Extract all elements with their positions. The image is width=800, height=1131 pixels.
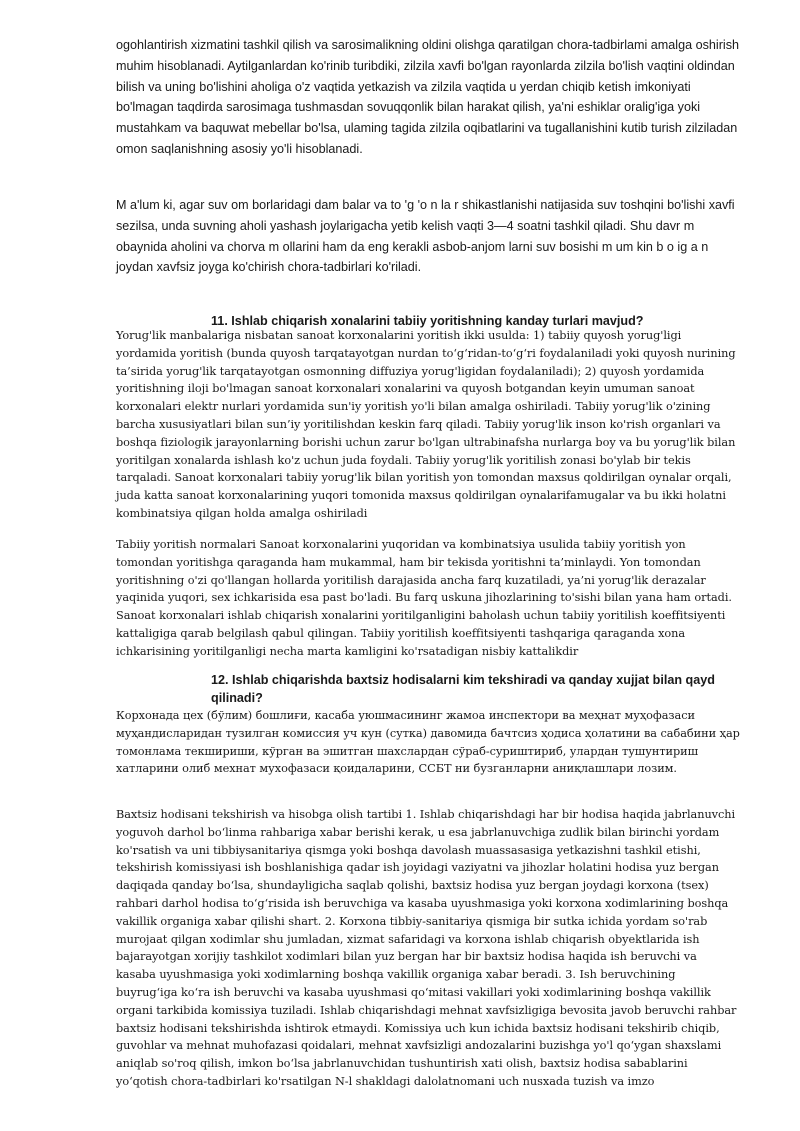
paragraph-flood-evacuation: M a'lum ki, agar suv om borlaridagi dam balar va to 'g 'o n la r shikastlanishi natijasida suv toshqini bo'lishi xavfi sezilsa, unda suvning aholi yashash joylarigacha yetib kelish vaqti 3—4 soatni tashkil qiladi. Shu davr m obaynida aholini va chorva m ollarini ham da eng kerakli asbob-anjom larni suv bosishi m um kin b o ig a n joydan xavfsiz joyga ko'chirish chora-tadbirlari ko'riladi. <box>116 198 735 275</box>
question-12-heading: 12. Ishlab chiqarishda baxtsiz hodisalarni kim tekshiradi va qanday xujjat bilan qayd qilinadi? <box>211 673 715 705</box>
paragraph-natural-lighting-norms: Tabiiy yoritish normalari Sanoat korxonalarini yuqoridan va kombinatsiya usulida tabiiy yoritish yon tomondan yoritishga qaraganda ham mukammal, ham bir tekisda yoritishni ta’minlaydi. Yon tomondan yoritishning o'zi qo'llangan hollarda yoritilish darajasida ancha farq kuzatiladi, ya’ni yorug'lik derazalar yaqinida yuqori, sex ichkarisida esa past bo'ladi. Bu farq uskuna jihozlarining to'sishi bilan yana ham ortadi. Sanoat korxonalari ishlab chiqarish xonalarini yoritilganligini baholash uchun tabiiy yoritilish koeffitsiyenti kattaligiga qarab belgilash qabul qilingan. Tabiiy yoritilish koeffitsiyenti tashqariga qaraganda xona ichkarisining yoritilganligi necha marta kamligini ko'rsatadigan nisbiy kattalikdir <box>116 538 732 658</box>
paragraph-earthquake-safety: ogohlantirish xizmatini tashkil qilish va sarosimalikning oldini olishga qaratilgan chora-tadbirlami amalga oshirish muhim hisoblanadi. Aytilganlardan ko'rinib turibdiki, zilzila xavfi bo'lgan rayonlarda zilzila bo'lish vaqtini oldindan bilish va uning bo'lishini aholiga o'z vaqtida yetkazish va zilzila vaqtida u yerdan chiqib ketish imkoniyati bo'lmagan taqdirda sarosimaga tushmasdan sovuqqonlik bilan harakat qilish, ya'ni eshiklar oralig'iga yoki mustahkam va baquwat mebellar bo'lsa, ulaming tagida zilzila oqibatlarini va tugallanishini kutib turish zilziladan omon saqlanishning asosiy yo'li hisoblanadi. <box>116 38 739 156</box>
paragraph-accident-investigation-procedure: Baxtsiz hodisani tekshirish va hisobga olish tartibi 1. Ishlab chiqarishdagi har bir hodisa haqida jabrlanuvchi yoguvoh darhol bo‘linma rahbariga xabar berishi kerak, u esa jabrlanuvchiga zudlik bilan birinchi yordam ko'rsatish va uni tibbiysanitariya qismga yoki boshqa davolash muassasasiga yetkazishni tashkil etishi, tekshirish komissiyasi ish boshlanishiga qadar ish joyidagi vaziyatni va jihozlar holatini hodisa yuz bergan daqiqada qanday bo‘lsa, shundayligicha saqlab qolishi, baxtsiz hodisa yuz bergan joydagi korxona (tsex) rahbari darhol hodisa to‘g‘risida ish beruvchiga va kasaba uyushmasiga yoki korxona xodimlarining boshqa vakillik organiga xabar qilishi shart. 2. Korxona tibbiy-sanitariya qismiga bir sutka ichida yordam so'rab murojaat qilgan xodimlar shu jumladan, xizmat safaridagi va korxona ishlab chiqarish obyektlarida ish bajarayotgan xorijiy tashkilot xodimlari bilan yuz bergan har bir baxtsiz hodisa haqida ish beruvchi va kasaba uyushmasiga yoki xodimlarning boshqa vakillik organiga xabar beradi. 3. Ish beruvchining buyrug‘iga ko‘ra ish beruvchi va kasaba uyushmasi qo‘mitasi vakillari yoki xodimlarining boshqa vakillik organi tarkibida komissiya tuziladi. Ishlab chiqarishdagi mehnat xavfsizligiga bevosita javob beruvchi rahbar baxtsiz hodisani tekshirishda ishtirok etmaydi. Komissiya uch kun ichida baxtsiz hodisani tekshirib chiqib, guvohlar va mehnat muhofazasi qoidalari, mehnat xavfsizligi andozalarini buzishga yo'l qo‘ygan shaxslami aniqlab so'roq qilish, imkon bo‘lsa jabrlanuvchidan tushuntirish xati olish, baxtsiz hodisa sabablarini yo‘qotish chora-tadbirlari ko'rsatilgan N-l shakldagi dalolatnomani uch nusxada tuzish va imzo <box>116 808 737 1088</box>
question-11-heading: 11. Ishlab chiqarish xonalarini tabiiy yoritishning kanday turlari mavjud? <box>211 314 644 328</box>
paragraph-natural-lighting-types: Yorug'lik manbalariga nisbatan sanoat korxonalarini yoritish ikki usulda: 1) tabiiy quyosh yorug'ligi yordamida yoritish (bunda quyosh tarqatayotgan nurdan to‘g‘ridan-to‘g‘ri foydalaniladi yoki quyosh nurining ta’sirida yorug'lik tarqatayotgan osmonning diffuziya yorug'ligidan foydalaniladi); 2) quyosh yordamida yoritishning iloji bo'lmagan sanoat korxonalari xonalarini va quyosh botgandan keyin umuman sanoat korxonalari elektr nurlari yordamida sun'iy yoritish yo'li bilan amalga oshiriladi. Tabiiy yorug'lik o'zining barcha xususiyatlari bilan sun’iy yoritilishdan keskin farq qiladi. Tabiiy yorug'lik inson ko'rish organlari va boshqa fiziologik jarayonlarning borishi uchun zarur bo'lgan ultrabinafsha nurlarga boy va bu yorug'lik bilan yoritilgan xonalarda ishlash ko'z uchun juda foydali. Tabiiy yorug'lik yoritilish zonasi bo'ylab bir tekis tarqaladi. Sanoat korxonalari tabiiy yorug'lik bilan yoritish yon tomondan maxsus qoldirilgan oynalar orqali, juda katta sanoat korxonalarining yuqori tomonida maxsus qoldirilgan oynalarifamugalar va bu ikki holatni kombinatsiya qilgan holda amalga oshiriladi <box>116 329 736 520</box>
paragraph-accident-commission-cyrillic: Корхонада цех (бўлим) бошлиғи, касаба уюшмасининг жамоа инспектори ва меҳнат муҳофазаси муҳандисларидан тузилган комиссия уч кун (сутка) давомида бачтсиз ҳодиса ҳолатини ва сабабини ҳар томонлама текшириши, кўрган ва эшитган шахслардан сўраб-суриштириб, улардан тушунтириш хатларини олиб мехнат мухофазаси қоидаларини, ССБТ ни бузганларни аниқлашлари лозим. <box>116 709 740 776</box>
